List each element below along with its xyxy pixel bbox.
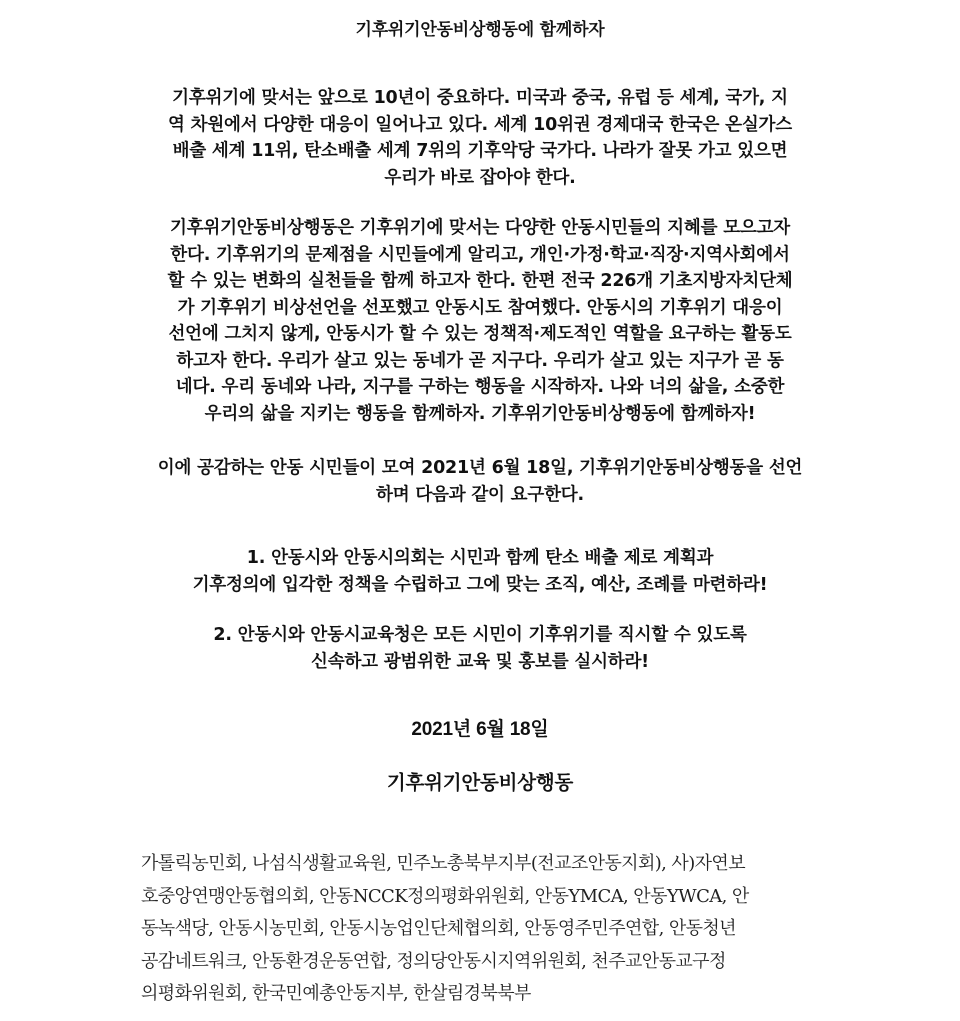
paragraph-line: 우리의 삶을 지키는 행동을 함께하자. 기후위기안동비상행동에 함께하자! [204,403,756,424]
signer-list [141,848,831,1011]
paragraph-line: 기후위기안동비상행동은 기후위기에 맞서는 다양한 안동시민들의 지혜를 모으고자 [169,218,791,238]
paragraph-line: 하고자 한다. 우리가 살고 있는 동네가 곧 지구다. 우리가 살고 있는 지구가 곧 동 [176,350,784,371]
organization-text: 기후위기안동비상행동 [386,772,574,794]
paragraph-line: 할 수 있는 변화의 실천들을 함께 하고자 한다. 한편 전국 226개 기초지방자치단체 [167,271,793,291]
organization-name [120,770,840,797]
signer-line: 의평화위원회, 한국민예총안동지부, 한살림경북북부 [141,983,531,1004]
demand-line: 기후정의에 입각한 정책을 수립하고 그에 맞는 조직, 예산, 조례를 마련하라! [192,574,768,595]
paragraph-intro [120,85,840,191]
paragraph-line: 이에 공감하는 안동 시민들이 모여 2021년 6월 18일, 기후위기안동비상행동을 선언 [157,458,803,478]
demand-line: 신속하고 광범위한 교육 및 홍보를 실시하라! [311,651,649,672]
signer-line: 호중앙연맹안동협의회, 안동NCCK정의평화위원회, 안동YMCA, 안동YWCA, 안 [141,885,749,907]
document-title [120,17,840,44]
title-text: 기후위기안동비상행동에 함께하자 [355,20,605,40]
paragraph-line: 하며 다음과 같이 요구한다. [376,484,584,505]
paragraph-line: 기후위기에 맞서는 앞으로 10년이 중요하다. 미국과 중국, 유럽 등 세계, 국가, 지 [172,88,788,108]
demand-item-2 [120,622,840,675]
demand-item-1 [120,545,840,598]
demand-line: 1. 안동시와 안동시의회는 시민과 함께 탄소 배출 제로 계획과 [246,548,714,568]
signer-line: 동녹색당, 안동시농민회, 안동시농업인단체협의회, 안동영주민주연합, 안동청년 [141,918,736,939]
signer-line: 공감네트워크, 안동환경운동연합, 정의당안동시지역위원회, 천주교안동교구정 [141,950,726,972]
paragraph-line: 배출 세계 11위, 탄소배출 세계 7위의 기후악당 국가다. 나라가 잘못 가고 있으면 [172,141,788,161]
paragraph-line: 네다. 우리 동네와 나라, 지구를 구하는 행동을 시작하자. 나와 너의 삶을, 소중한 [175,377,785,397]
paragraph-line: 가 기후위기 비상선언을 선포했고 안동시도 참여했다. 안동시의 기후위기 대응이 [177,297,783,318]
signer-line: 가톨릭농민회, 나섬식생활교육원, 민주노총북부지부(전교조안동지회), 사)자연보 [141,853,745,874]
paragraph-line: 우리가 바로 잡아야 한다. [384,167,576,188]
declaration-date [120,717,840,744]
paragraph-declaration [120,455,840,508]
paragraph-purpose [120,215,840,427]
date-text: 2021년 6월 18일 [411,719,549,740]
demand-line: 2. 안동시와 안동시교육청은 모든 시민이 기후위기를 직시할 수 있도록 [213,625,747,645]
paragraph-line: 한다. 기후위기의 문제점을 시민들에게 알리고, 개인·가정·학교·직장·지역사회에서 [170,244,790,265]
paragraph-line: 선언에 그치지 않게, 안동시가 할 수 있는 정책적·제도적인 역할을 요구하는 활동도 [168,324,792,344]
paragraph-line: 역 차원에서 다양한 대응이 일어나고 있다. 세계 10위권 경제대국 한국은 온실가스 [168,114,792,135]
